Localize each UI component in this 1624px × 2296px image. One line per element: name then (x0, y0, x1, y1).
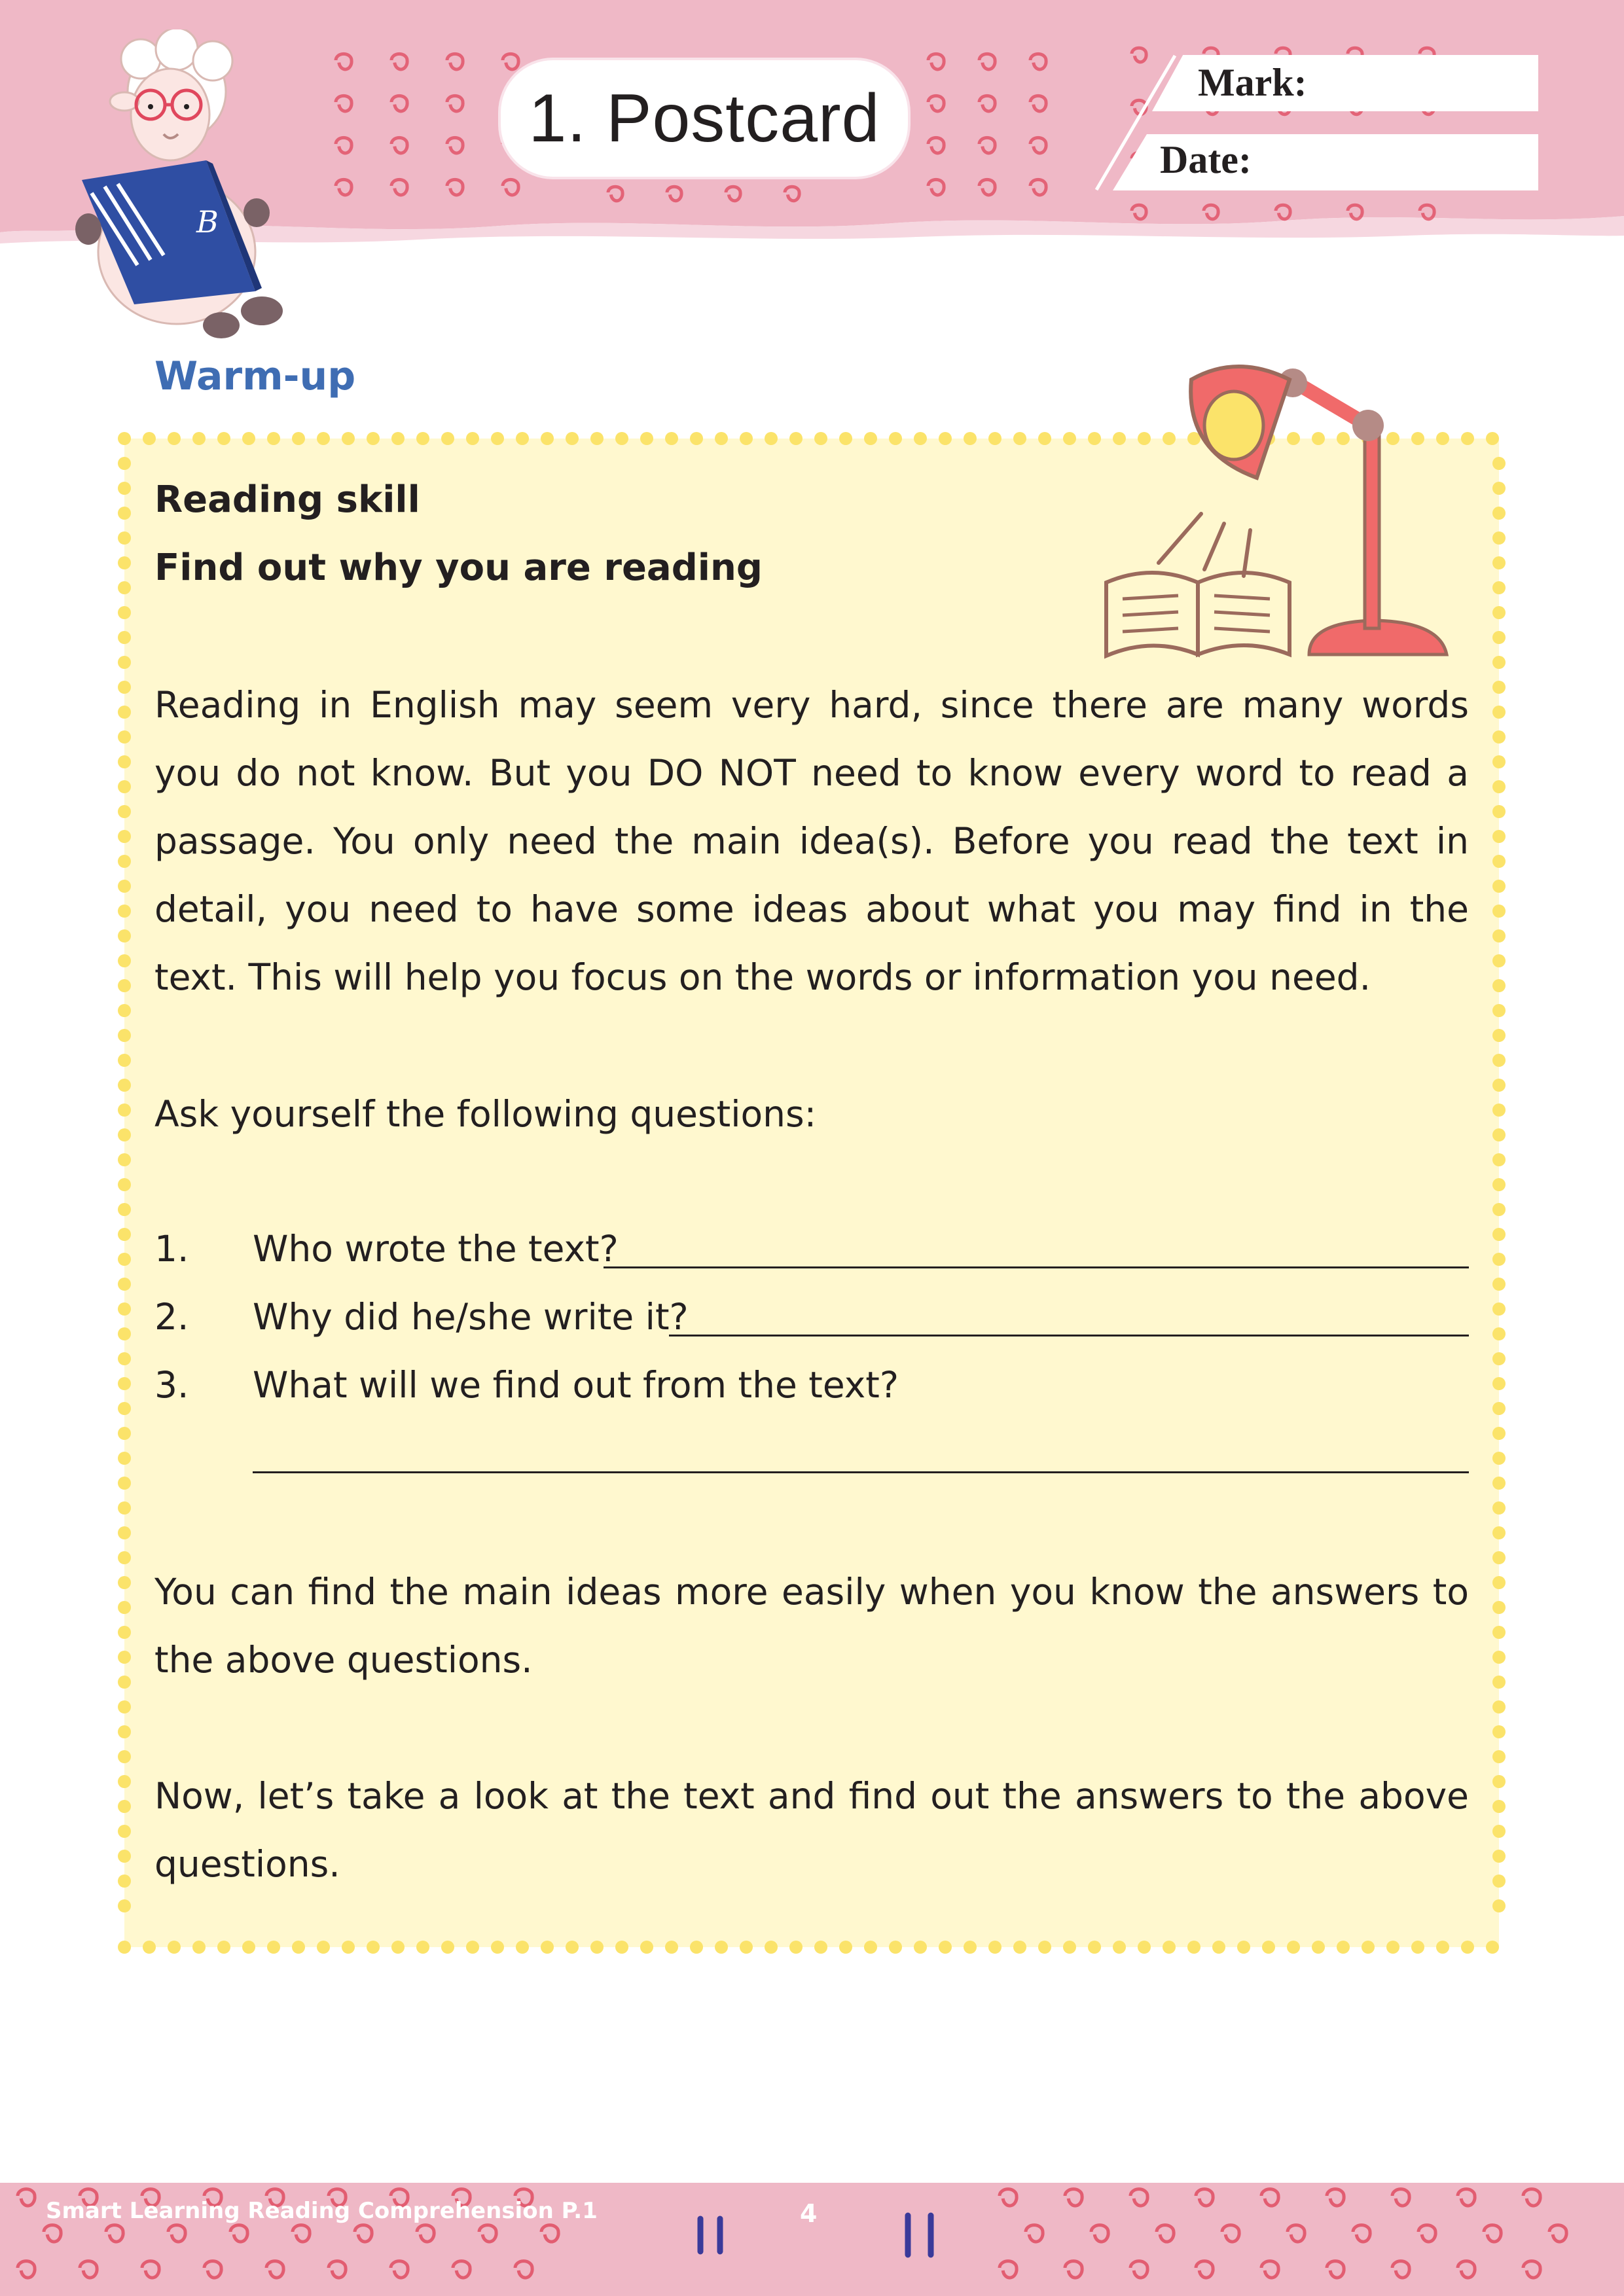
border-dot (118, 1601, 131, 1614)
date-label: Date: (1160, 138, 1252, 181)
border-dot (118, 855, 131, 868)
border-dot (1138, 1941, 1151, 1954)
border-dot (118, 1103, 131, 1117)
border-dot (789, 432, 803, 445)
border-dot (590, 1941, 604, 1954)
border-dot (1492, 1700, 1506, 1713)
border-dot (1492, 730, 1506, 744)
scribble-decoration (1222, 2225, 1239, 2242)
border-dot (118, 1178, 131, 1191)
border-dot (118, 905, 131, 918)
border-dot (1312, 1941, 1325, 1954)
border-dot (964, 432, 977, 445)
border-dot (118, 830, 131, 843)
border-dot (615, 1941, 628, 1954)
border-dot (292, 432, 305, 445)
scribble-decoration (1065, 2261, 1082, 2278)
scribble-decoration (1157, 2225, 1174, 2242)
border-dot (118, 606, 131, 619)
border-dot (118, 1377, 131, 1390)
border-dot (342, 1941, 355, 1954)
border-dot (864, 432, 877, 445)
border-dot (640, 432, 653, 445)
border-dot (118, 755, 131, 768)
border-dot (1492, 681, 1506, 694)
border-dot (118, 1128, 131, 1141)
page-number: 4 (800, 2199, 818, 2228)
border-dot (1492, 780, 1506, 793)
border-dot (1492, 631, 1506, 644)
border-dot (118, 457, 131, 470)
border-dot (988, 432, 1001, 445)
scribble-decoration (18, 2189, 35, 2206)
scribble-decoration (1130, 2261, 1147, 2278)
border-dot (765, 432, 778, 445)
scribble-decoration (1261, 2189, 1278, 2206)
border-dot (914, 432, 927, 445)
border-dot (1486, 1941, 1499, 1954)
border-dot (1337, 1941, 1350, 1954)
border-dot (789, 1941, 803, 1954)
border-dot (1113, 1941, 1126, 1954)
border-dot (118, 1029, 131, 1042)
border-dot (1492, 457, 1506, 470)
closing-paragraph: Now, let’s take a look at the text and find out the answers to the above questions. (154, 1775, 1469, 1885)
section-heading: Warm-up (154, 353, 356, 399)
border-dot (1492, 1253, 1506, 1266)
border-dot (118, 1501, 131, 1515)
border-dot (292, 1941, 305, 1954)
scribble-decoration (80, 2261, 97, 2278)
border-dot (1063, 432, 1076, 445)
scribble-decoration (1327, 2189, 1344, 2206)
border-dot (118, 706, 131, 719)
border-dot (317, 1941, 330, 1954)
scribble-decoration (1065, 2189, 1082, 2206)
border-dot (988, 1941, 1001, 1954)
border-dot (1492, 1054, 1506, 1067)
border-dot (168, 432, 181, 445)
border-dot (1492, 1327, 1506, 1340)
border-dot (1492, 507, 1506, 520)
border-dot (1492, 1775, 1506, 1788)
main-ideas-paragraph: You can find the main ideas more easily when you know the answers to the above questions. (154, 1571, 1469, 1681)
border-dot (1492, 1477, 1506, 1490)
border-dot (541, 1941, 554, 1954)
border-dot (118, 1676, 131, 1689)
border-dot (541, 432, 554, 445)
border-dot (1492, 556, 1506, 569)
footer-brand: Smart Learning Reading Comprehension P.1 (46, 2198, 598, 2224)
scribble-decoration (479, 2225, 496, 2242)
border-dot (118, 1576, 131, 1589)
border-dot (118, 1054, 131, 1067)
border-dot (1492, 805, 1506, 818)
border-dot (1492, 581, 1506, 594)
question-text: What will we find out from the text? (253, 1364, 899, 1406)
scribble-decoration (1196, 2189, 1213, 2206)
scribble-decoration (1130, 2189, 1147, 2206)
scribble-decoration (293, 2225, 310, 2242)
border-dot (1492, 929, 1506, 942)
border-dot (814, 1941, 827, 1954)
border-dot (715, 432, 728, 445)
desk-lamp-icon (1093, 353, 1460, 674)
border-dot (118, 1203, 131, 1216)
scribble-decoration (1523, 2261, 1540, 2278)
border-dot (118, 556, 131, 569)
scribble-decoration (453, 2261, 470, 2278)
border-dot (1362, 1941, 1375, 1954)
border-dot (1492, 830, 1506, 843)
question-number: 3. (154, 1364, 189, 1406)
border-dot (1492, 1128, 1506, 1141)
border-dot (118, 531, 131, 545)
border-dot (1492, 880, 1506, 893)
scribble-decoration (1392, 2261, 1409, 2278)
border-dot (516, 432, 529, 445)
scribble-decoration (1000, 2189, 1017, 2206)
border-dot (516, 1941, 529, 1954)
border-dot (118, 1941, 131, 1954)
border-dot (118, 1850, 131, 1863)
border-dot (367, 1941, 380, 1954)
border-dot (1492, 1601, 1506, 1614)
scribble-decoration (168, 2225, 185, 2242)
border-dot (1492, 531, 1506, 545)
scribble-decoration (1196, 2261, 1213, 2278)
border-dot (715, 1941, 728, 1954)
scribble-decoration (329, 2261, 346, 2278)
border-dot (118, 1352, 131, 1365)
border-dot (1492, 755, 1506, 768)
answer-line-3[interactable] (253, 1471, 1469, 1473)
border-dot (1492, 1427, 1506, 1440)
svg-text:B: B (196, 204, 219, 240)
border-dot (267, 432, 280, 445)
border-dot (491, 1941, 504, 1954)
scribble-decoration (1549, 2225, 1566, 2242)
border-dot (1492, 1079, 1506, 1092)
border-dot (143, 432, 156, 445)
border-dot (118, 1651, 131, 1664)
border-dot (1038, 432, 1051, 445)
border-dot (1492, 1103, 1506, 1117)
border-dot (118, 1725, 131, 1738)
border-dot (441, 1941, 454, 1954)
scribble-decoration (1288, 2225, 1305, 2242)
title-pill (501, 60, 908, 177)
scribble-decoration (106, 2225, 123, 2242)
border-dot (690, 1941, 703, 1954)
border-dot (1492, 1377, 1506, 1390)
border-dot (118, 1153, 131, 1166)
border-dot (1492, 1029, 1506, 1042)
border-dot (665, 432, 678, 445)
border-dot (118, 1079, 131, 1092)
border-dot (118, 1253, 131, 1266)
border-dot (118, 1452, 131, 1465)
scribble-decoration (1523, 2189, 1540, 2206)
border-dot (118, 730, 131, 744)
border-dot (1492, 1153, 1506, 1166)
scribble-decoration (1000, 2261, 1017, 2278)
border-dot (1088, 1941, 1101, 1954)
border-dot (118, 1825, 131, 1838)
border-dot (566, 1941, 579, 1954)
border-dot (1287, 1941, 1300, 1954)
panel-heading: Reading skill (154, 478, 420, 521)
border-dot (1063, 1941, 1076, 1954)
border-dot (864, 1941, 877, 1954)
question-number: 1. (154, 1228, 189, 1270)
border-dot (118, 1004, 131, 1017)
border-dot (939, 432, 952, 445)
border-dot (1492, 1874, 1506, 1888)
border-dot (1492, 1750, 1506, 1763)
ask-prompt: Ask yourself the following questions: (154, 1093, 817, 1135)
question-text: Why did he/she write it? (253, 1296, 689, 1338)
question-text: Who wrote the text? (253, 1228, 619, 1270)
border-dot (118, 1402, 131, 1415)
border-dot (1013, 1941, 1026, 1954)
border-dot (118, 929, 131, 942)
border-dot (441, 432, 454, 445)
border-dot (466, 1941, 479, 1954)
scribble-decoration (18, 2261, 35, 2278)
border-dot (1492, 1203, 1506, 1216)
border-dot (1492, 1501, 1506, 1515)
border-dot (765, 1941, 778, 1954)
border-dot (839, 432, 852, 445)
scribble-decoration (44, 2225, 61, 2242)
border-dot (118, 979, 131, 992)
border-dot (1386, 1941, 1399, 1954)
border-dot (1492, 979, 1506, 992)
intro-paragraph: Reading in English may seem very hard, since there are many words you do not know. But you DO NOT need to know every word to read a passage. You only need the main idea(s). Before you read the text in detail, you need to have some ideas about what you may find in the text. This will help you focus on the words or information you need. (154, 684, 1469, 998)
border-dot (1492, 1800, 1506, 1813)
border-dot (118, 1800, 131, 1813)
border-dot (118, 1700, 131, 1713)
border-dot (665, 1941, 678, 1954)
border-dot (1492, 1850, 1506, 1863)
border-dot (740, 1941, 753, 1954)
border-dot (118, 507, 131, 520)
border-dot (118, 780, 131, 793)
border-dot (118, 1302, 131, 1316)
sheep-reading-icon (65, 29, 301, 347)
border-dot (1461, 432, 1474, 445)
scribble-decoration (541, 2225, 558, 2242)
border-dot (118, 1477, 131, 1490)
scribble-decoration (204, 2261, 221, 2278)
border-dot (1492, 1899, 1506, 1912)
border-dot (914, 1941, 927, 1954)
border-dot (1492, 954, 1506, 967)
border-dot (1492, 1004, 1506, 1017)
border-dot (566, 432, 579, 445)
border-dot (391, 432, 405, 445)
border-dot (939, 1941, 952, 1954)
border-dot (118, 581, 131, 594)
border-dot (118, 1327, 131, 1340)
border-dot (118, 482, 131, 495)
border-dot (118, 1526, 131, 1539)
border-dot (1492, 1278, 1506, 1291)
border-dot (1163, 1941, 1176, 1954)
border-dot (416, 1941, 429, 1954)
border-dot (267, 1941, 280, 1954)
border-dot (168, 1941, 181, 1954)
border-dot (814, 432, 827, 445)
border-dot (118, 1278, 131, 1291)
border-dot (590, 432, 604, 445)
scribble-decoration (1484, 2225, 1501, 2242)
border-dot (1492, 855, 1506, 868)
scribble-decoration (1418, 2225, 1435, 2242)
border-dot (889, 1941, 902, 1954)
border-dot (1492, 1526, 1506, 1539)
scribble-decoration (1392, 2189, 1409, 2206)
scribble-decoration (391, 2261, 408, 2278)
answer-line-1[interactable] (604, 1266, 1469, 1268)
border-dot (118, 631, 131, 644)
border-dot (1492, 606, 1506, 619)
border-dot (118, 954, 131, 967)
scribble-decoration (1261, 2261, 1278, 2278)
border-dot (1492, 1576, 1506, 1589)
mark-label: Mark: (1198, 61, 1307, 104)
border-dot (1262, 1941, 1275, 1954)
border-dot (242, 432, 255, 445)
border-dot (1492, 1302, 1506, 1316)
border-dot (1461, 1941, 1474, 1954)
border-dot (118, 1874, 131, 1888)
border-dot (217, 432, 230, 445)
border-dot (1436, 1941, 1449, 1954)
border-dot (416, 432, 429, 445)
border-dot (1492, 1352, 1506, 1365)
border-dot (143, 1941, 156, 1954)
border-dot (118, 1427, 131, 1440)
border-dot (118, 805, 131, 818)
border-dot (1492, 905, 1506, 918)
border-dot (118, 432, 131, 445)
border-dot (1492, 1651, 1506, 1664)
scribble-decoration (355, 2225, 372, 2242)
border-dot (1212, 1941, 1225, 1954)
border-dot (1492, 1178, 1506, 1191)
border-dot (242, 1941, 255, 1954)
border-dot (1492, 1626, 1506, 1639)
border-dot (1411, 1941, 1424, 1954)
scribble-decoration (1353, 2225, 1370, 2242)
border-dot (640, 1941, 653, 1954)
scribble-decoration (1091, 2225, 1108, 2242)
border-dot (118, 1775, 131, 1788)
scribble-decoration (417, 2225, 434, 2242)
border-dot (1492, 706, 1506, 719)
border-dot (839, 1941, 852, 1954)
question-number: 2. (154, 1296, 189, 1338)
answer-line-2[interactable] (669, 1335, 1469, 1336)
scribble-decoration (1458, 2261, 1475, 2278)
scribble-decoration (1026, 2225, 1043, 2242)
scribble-decoration (266, 2261, 283, 2278)
border-dot (1237, 1941, 1250, 1954)
scribble-decoration (1458, 2189, 1475, 2206)
border-dot (964, 1941, 977, 1954)
border-dot (1492, 482, 1506, 495)
border-dot (118, 681, 131, 694)
border-dot (690, 432, 703, 445)
border-dot (1492, 656, 1506, 669)
border-dot (1492, 1825, 1506, 1838)
scribble-decoration (230, 2225, 247, 2242)
panel-subheading: Find out why you are reading (154, 547, 763, 589)
border-dot (217, 1941, 230, 1954)
border-dot (1013, 432, 1026, 445)
border-dot (1187, 1941, 1200, 1954)
border-dot (391, 1941, 405, 1954)
border-dot (118, 1899, 131, 1912)
border-dot (615, 432, 628, 445)
border-dot (1492, 1402, 1506, 1415)
border-dot (317, 432, 330, 445)
border-dot (1492, 1551, 1506, 1564)
border-dot (118, 656, 131, 669)
border-dot (889, 432, 902, 445)
border-dot (192, 432, 206, 445)
border-dot (342, 432, 355, 445)
border-dot (192, 1941, 206, 1954)
scribble-decoration (1327, 2261, 1344, 2278)
page-title: 1. Postcard (528, 80, 880, 156)
scribble-decoration (515, 2261, 532, 2278)
border-dot (491, 432, 504, 445)
border-dot (1486, 432, 1499, 445)
border-dot (118, 1626, 131, 1639)
border-dot (367, 432, 380, 445)
border-dot (118, 1551, 131, 1564)
border-dot (1492, 1452, 1506, 1465)
border-dot (1038, 1941, 1051, 1954)
border-dot (118, 880, 131, 893)
border-dot (118, 1228, 131, 1241)
border-dot (118, 1750, 131, 1763)
scribble-decoration (142, 2261, 159, 2278)
border-dot (466, 432, 479, 445)
border-dot (1492, 1676, 1506, 1689)
border-dot (1492, 1725, 1506, 1738)
border-dot (740, 432, 753, 445)
border-dot (1492, 1228, 1506, 1241)
